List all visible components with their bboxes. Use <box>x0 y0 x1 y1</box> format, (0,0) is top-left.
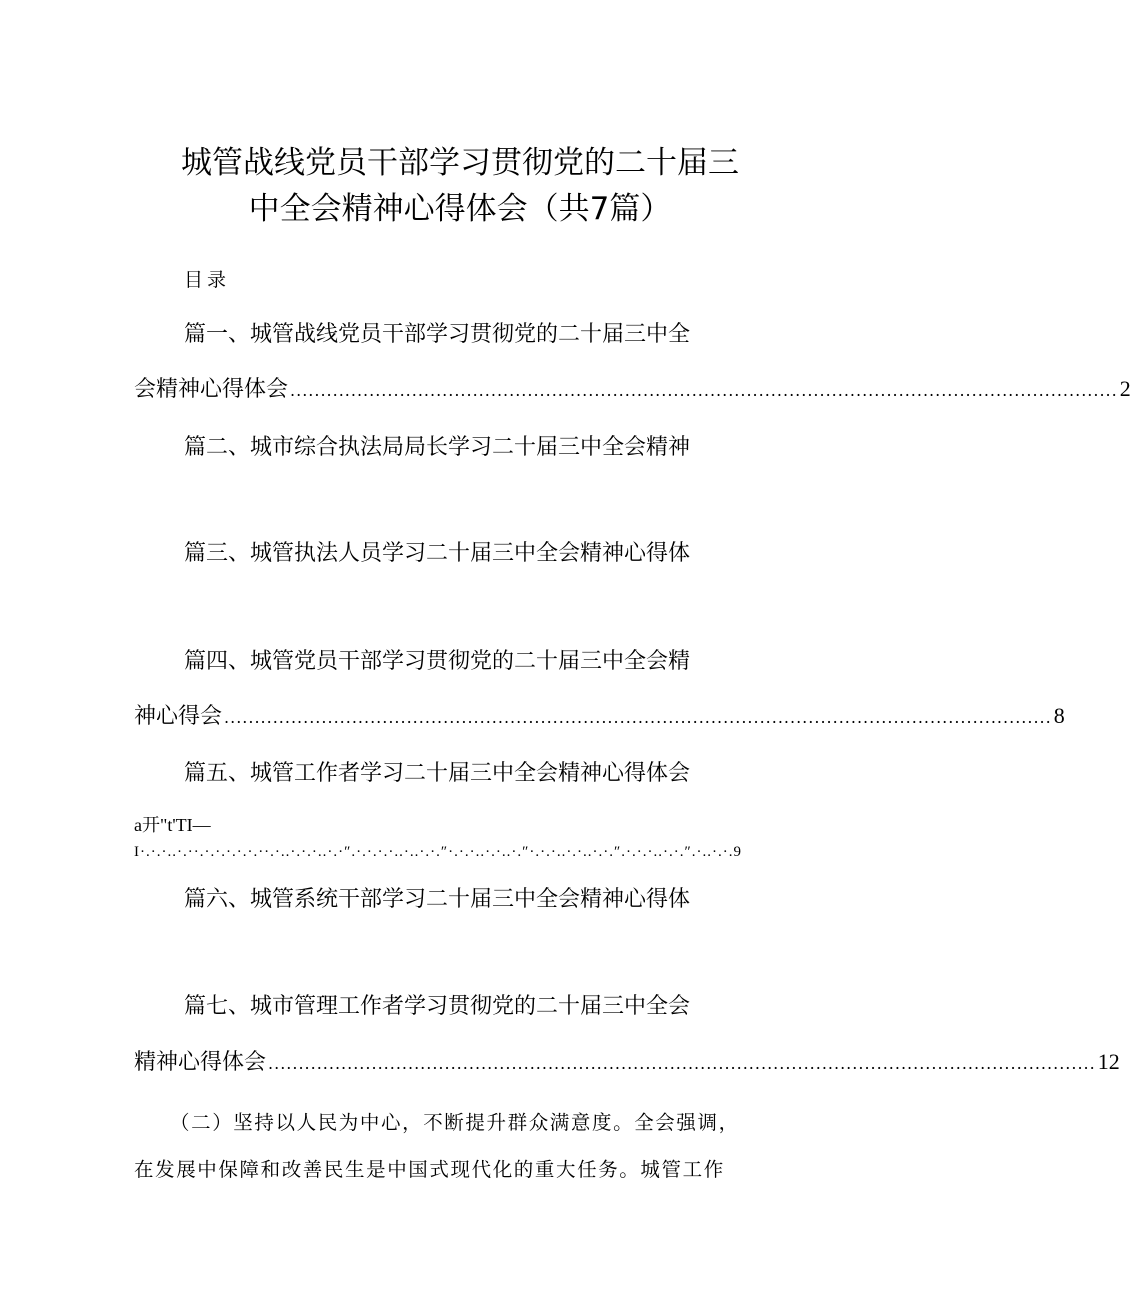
toc-entry-1-continuation[interactable] <box>134 374 1131 406</box>
toc-entry-3-title[interactable]: 篇三、城管执法人员学习二十届三中全会精神心得体 <box>184 541 691 566</box>
toc-entry-7-title[interactable]: 篇七、城市管理工作者学习贯彻党的二十届三中全会 <box>184 994 691 1019</box>
toc-entry-1-page: 2 <box>1119 376 1131 401</box>
garbled-text-line-2: I·.·.·..·.··.·.·.·.·.·.··.·..·.·.·..·.·″.·.·.·.·..·..·.·.″·.·.·..·.·..·.″·.·.·..·.·..·.·.″.·.·.·..·.·.″.·..·.·.9 <box>134 844 743 860</box>
toc-entry-7-continuation[interactable] <box>134 1047 1120 1079</box>
toc-entry-6-title[interactable]: 篇六、城管系统干部学习二十届三中全会精神心得体 <box>184 887 691 912</box>
toc-entry-4-title[interactable]: 篇四、城管党员干部学习贯彻党的二十届三中全会精 <box>184 649 691 674</box>
toc-entry-1-title-cont: 会精神心得体会 <box>134 377 289 402</box>
garbled-text-line-1: a开"t'TI— <box>134 815 211 835</box>
toc-leader-dots: ........................................................................................................................................ <box>268 1054 1096 1073</box>
toc-entry-2-title[interactable]: 篇二、城市综合执法局局长学习二十届三中全会精神 <box>184 435 691 460</box>
toc-entry-4-title-cont: 神心得会 <box>134 704 223 729</box>
toc-heading: 目录 <box>184 269 231 291</box>
toc-leader-dots: ........................................................................................................................................ <box>290 381 1118 400</box>
toc-entry-1-title[interactable]: 篇一、城管战线党员干部学习贯彻党的二十届三中全 <box>184 322 691 347</box>
toc-entry-4-page: 8 <box>1053 703 1065 728</box>
toc-leader-dots: ........................................................................................................................................ <box>224 708 1052 727</box>
toc-entry-7-title-cont: 精神心得体会 <box>134 1050 267 1075</box>
toc-entry-5-title[interactable]: 篇五、城管工作者学习二十届三中全会精神心得体会 <box>184 761 691 786</box>
toc-entry-4-continuation[interactable] <box>134 701 1065 733</box>
toc-entry-7-page: 12 <box>1097 1049 1120 1074</box>
document-title-line-1: 城管战线党员干部学习贯彻党的二十届三 <box>181 145 739 181</box>
body-paragraph-line-2: 在发展中保障和改善民生是中国式现代化的重大任务。城管工作 <box>134 1158 725 1181</box>
body-paragraph-line-1: （二）坚持以人民为中心，不断提升群众满意度。全会强调， <box>170 1111 740 1134</box>
document-title-line-2: 中全会精神心得体会（共7篇） <box>248 191 672 227</box>
